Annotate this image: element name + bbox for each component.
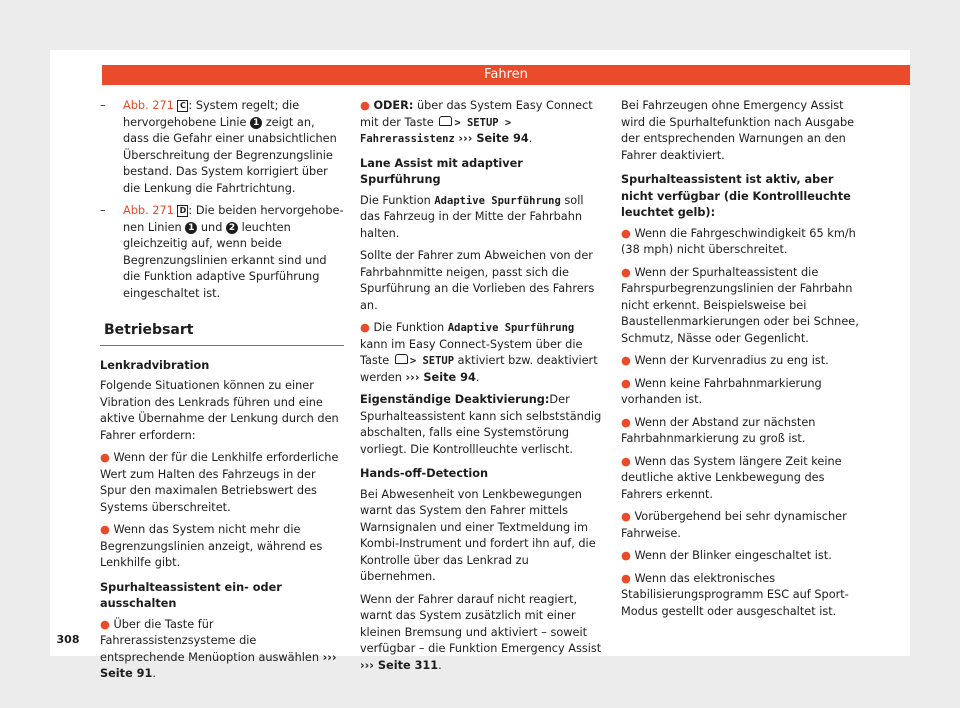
bullet-icon: ● bbox=[360, 321, 370, 334]
subheading: Hands-off-Detection bbox=[360, 467, 489, 480]
chapter-title: Fahren bbox=[484, 67, 528, 82]
subheading: Spurhalteassistent ein- oder ausschalten bbox=[100, 580, 282, 610]
column-middle bbox=[360, 98, 602, 680]
marker-1: 1 bbox=[250, 117, 262, 129]
figure-label-d: D bbox=[177, 205, 188, 217]
menu-path: > SETUP > Fahrerassistenz bbox=[360, 116, 512, 145]
page-link[interactable]: ››› Seite 91 bbox=[100, 650, 337, 680]
function-name: Adaptive Spurführung bbox=[434, 194, 561, 207]
bullet-item: ● Wenn der für die Lenkhilfe erforderliche Wert zum Halten des Fahrzeugs in der Spur den maximalen Betriebswert des Systems überschreitet. bbox=[100, 451, 339, 514]
bullet-item: ● Wenn der Kurvenradius zu eng ist. bbox=[621, 354, 829, 367]
car-menu-icon bbox=[395, 354, 408, 364]
bullet-icon: ● bbox=[621, 454, 631, 468]
bullet-icon: ● bbox=[621, 265, 631, 279]
subheading: Lane Assist mit adaptiver Spurführung bbox=[360, 156, 523, 186]
paragraph: Bei Abwesenheit von Lenkbewegungen warnt das System den Fahrer mittels Warnsignalen und einer Textmeldung im Kombi-Instrument und fordert ihn auf, die Kontrolle über das Lenkrad zu übernehmen. bbox=[360, 487, 596, 583]
paragraph: Folgende Situationen können zu einer Vibration des Lenkrads führen und eine aktive Übernahme der Lenkung durch den Fahrer erfordern: bbox=[100, 379, 339, 442]
paragraph: Sollte der Fahrer zum Abweichen von der Fahrbahnmitte neigen, passt sich die Spurführung an die Vorlieben des Fahrers an. bbox=[360, 249, 595, 312]
page-link[interactable]: ››› Seite 311 bbox=[360, 658, 439, 672]
bullet-icon: ● bbox=[100, 617, 110, 631]
bullet-icon: ● bbox=[621, 354, 631, 367]
figure-label-c: C bbox=[177, 100, 188, 112]
marker-2: 2 bbox=[226, 222, 238, 234]
column-right bbox=[621, 98, 863, 626]
bullet-icon: ● bbox=[621, 510, 631, 523]
bullet-icon: ● bbox=[621, 226, 631, 240]
function-name: Adaptive Spurführung bbox=[447, 322, 575, 334]
bullet-item: ● Die Funktion Adaptive Spurführung kann im Easy Connect-System über die Taste > SETUP aktiviert bzw. deaktiviert werden ››› Seite 94. bbox=[360, 321, 598, 384]
figure-reference-link[interactable]: Abb. 271 bbox=[123, 99, 174, 112]
paragraph: Die Funktion Adaptive Spurführung soll das Fahrzeug in der Mitte der Fahrbahn halten. bbox=[360, 193, 584, 240]
bullet-item: ● Wenn der Abstand zur nächsten Fahrbahnmarkierung zu groß ist. bbox=[621, 415, 816, 445]
bullet-icon: ● bbox=[621, 571, 631, 585]
bullet-item: ● Wenn keine Fahrbahnmarkierung vorhanden ist. bbox=[621, 376, 822, 406]
bullet-item: ● ODER: über das System Easy Connect mit der Taste > SETUP > Fahrerassistenz ››› Seite 94. bbox=[360, 99, 593, 145]
marker-1: 1 bbox=[185, 222, 197, 234]
paragraph: Bei Fahrzeugen ohne Emergency Assist wird die Spurhaltefunktion nach Ausgabe der entsprechenden Warnungen an den Fahrer deaktiviert. bbox=[621, 99, 855, 162]
section-heading: Betriebsart bbox=[100, 322, 344, 346]
subheading: Spurhalteassistent ist aktiv, aber nicht verfügbar (die Kontrollleuchte leuchtet gelb): bbox=[621, 173, 851, 219]
bullet-icon: ● bbox=[621, 415, 631, 429]
bullet-item: ● Vorübergehend bei sehr dynamischer Fahrweise. bbox=[621, 510, 847, 540]
bullet-icon: ● bbox=[621, 376, 631, 390]
subheading: Lenkradvibration bbox=[100, 358, 210, 372]
bullet-icon: ● bbox=[621, 549, 631, 562]
menu-path: > SETUP bbox=[409, 355, 455, 367]
paragraph: Wenn der Fahrer darauf nicht reagiert, warnt das System zusätzlich mit einer kleinen Bremsung und aktiviert – soweit verfügbar – die Funktion Emergency Assist ››› Seite 311. bbox=[360, 592, 602, 672]
figure-reference-link[interactable]: Abb. 271 bbox=[123, 204, 174, 217]
bullet-icon: ● bbox=[100, 451, 110, 464]
car-menu-icon bbox=[439, 116, 452, 126]
page-number: 308 bbox=[56, 633, 80, 646]
page-link[interactable]: ››› Seite 94 bbox=[405, 370, 476, 384]
page-link[interactable]: ››› Seite 94 bbox=[458, 132, 529, 145]
bullet-item: ● Über die Taste für Fahrerassistenzsysteme die entsprechende Menüoption auswählen ››› Seite 91. bbox=[100, 617, 337, 680]
paragraph: Eigenständige Deaktivierung:Der Spurhalteassistent kann sich selbstständig abschalten, falls eine Systemstörung vorliegt. Die Kontrollleuchte verlischt. bbox=[360, 393, 602, 456]
chapter-header bbox=[102, 65, 910, 85]
bullet-item: ● Wenn das System längere Zeit keine deutliche aktive Lenkbewegung des Fahrers erkennt. bbox=[621, 454, 842, 501]
bullet-item: ● Wenn das System nicht mehr die Begrenzungslinien anzeigt, während es Lenkhilfe gibt. bbox=[100, 523, 323, 569]
bullet-item: ● Wenn das elektronisches Stabilisierungsprogramm ESC auf Sport-Modus gestellt oder ausgeschaltet ist. bbox=[621, 571, 849, 618]
list-item: – Abb. 271 C : System regelt; die hervorgehobene Linie 1 zeigt an, dass die Gefahr einer unabsichtlichen Überschreitung der Begrenzungslinie bestand. Das System korrigiert über die Lenkung die Fahrtrichtung. bbox=[100, 99, 337, 195]
bullet-icon: ● bbox=[100, 523, 110, 536]
manual-page bbox=[50, 50, 910, 680]
bullet-item: ● Wenn der Blinker eingeschaltet ist. bbox=[621, 549, 832, 562]
bullet-item: ● Wenn die Fahrgeschwindigkeit 65 km/h (38 mph) nicht überschreitet. bbox=[621, 226, 856, 256]
bullet-item: ● Wenn der Spurhalteassistent die Fahrspurbegrenzungslinien der Fahrbahn nicht erkennt. Beispielsweise bei Baustellenmarkierungen oder bei Schnee, Schmutz, Nässe oder Gegenlicht. bbox=[621, 265, 859, 345]
column-left bbox=[100, 98, 344, 689]
list-item: – Abb. 271 D : Die beiden hervorgehobenen Linien 1 und 2 leuchten gleichzeitig auf, wenn beide Begrenzungslinien erkannt sind und die Funktion adaptive Spurführung eingeschaltet ist. bbox=[100, 204, 344, 300]
bullet-icon: ● bbox=[360, 99, 370, 112]
